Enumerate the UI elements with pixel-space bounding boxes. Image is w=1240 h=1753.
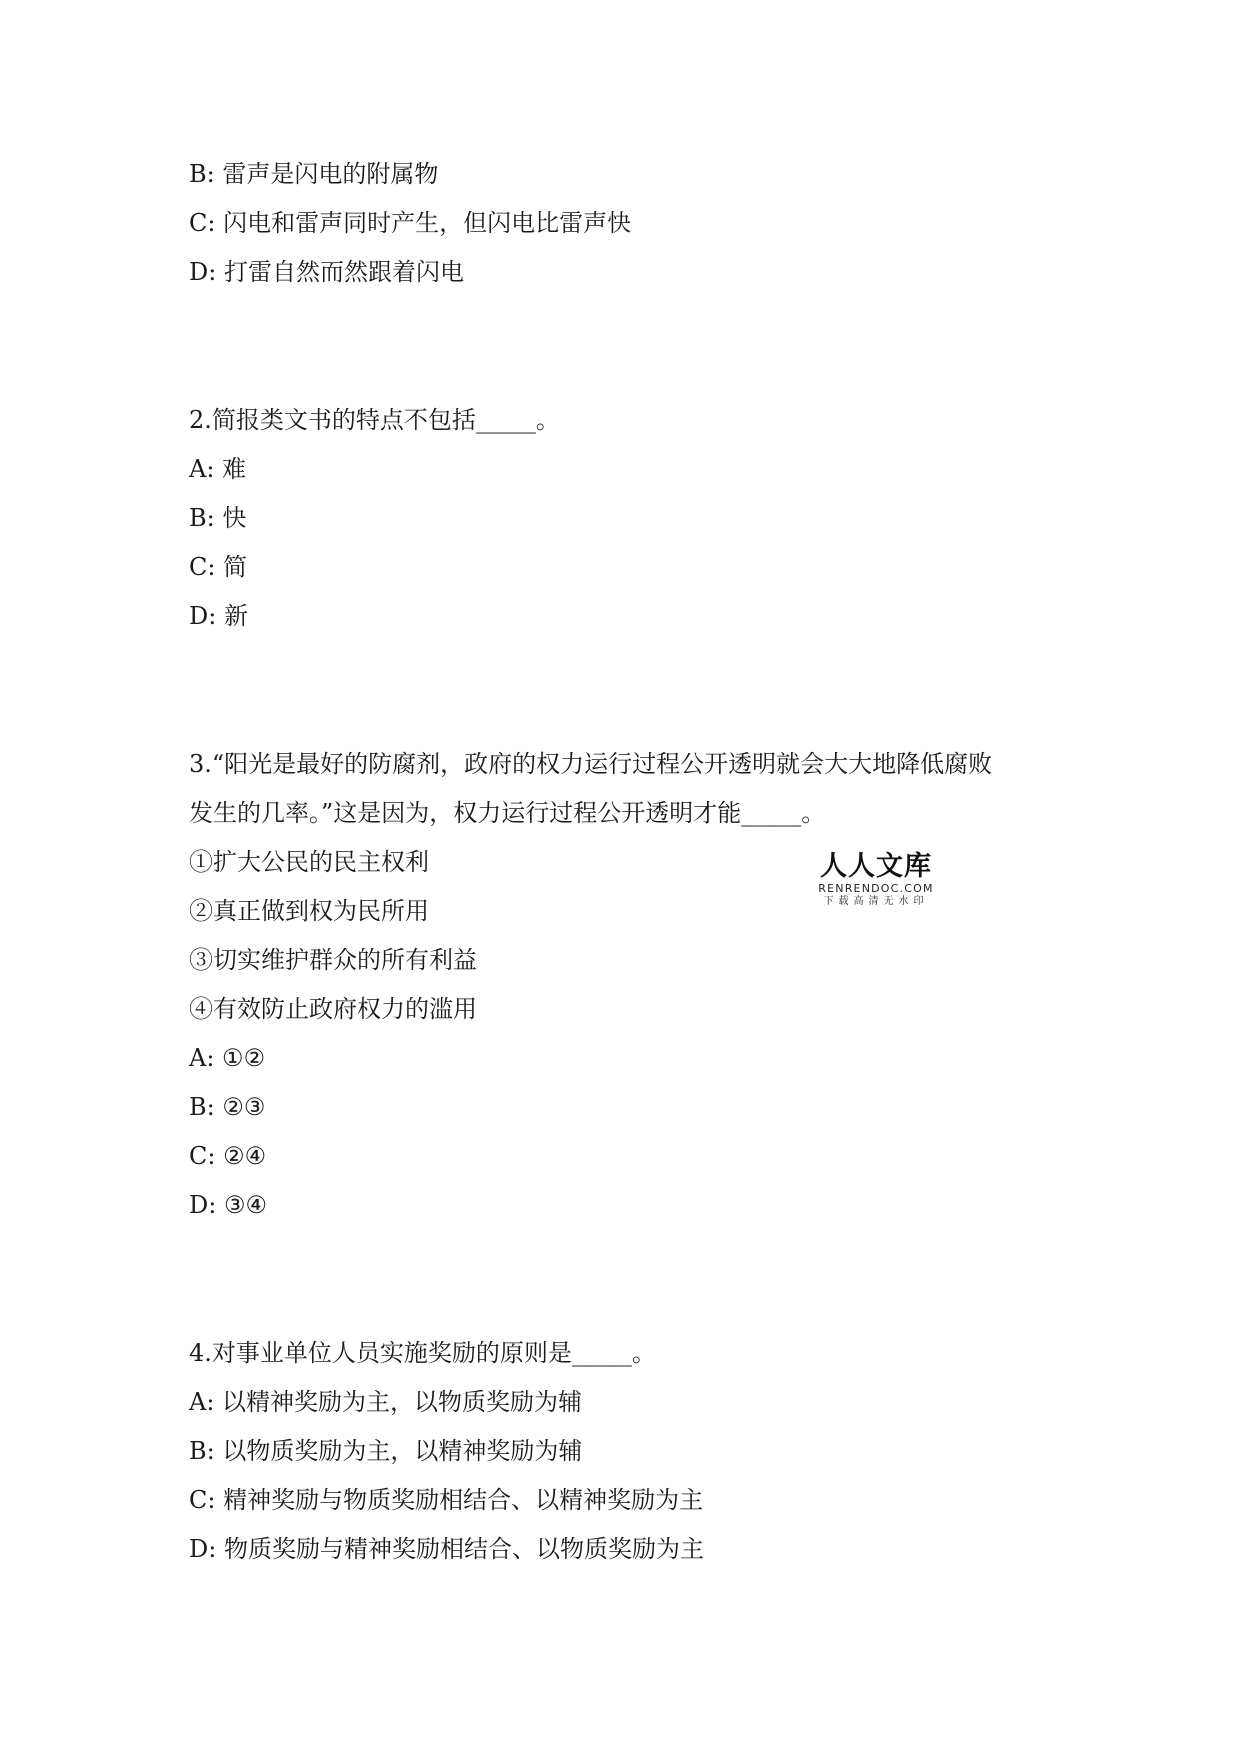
q3-option-d: D: ③④ (189, 1191, 267, 1219)
q2-question: 2.简报类文书的特点不包括_____。 (189, 406, 560, 434)
q3-option-a: A: ①② (189, 1044, 266, 1072)
q2-option-c: C: 简 (189, 553, 248, 581)
watermark-logo (812, 852, 940, 908)
watermark-url: RENRENDOC.COM (818, 882, 934, 895)
q2-option-a: A: 难 (189, 455, 247, 483)
q1-option-d: D: 打雷自然而然跟着闪电 (189, 258, 464, 286)
q3-statement-4: ④有效防止政府权力的滥用 (189, 995, 477, 1023)
q1-option-b: B: 雷声是闪电的附属物 (189, 160, 439, 188)
q3-question-line2: 发生的几率。”这是因为，权力运行过程公开透明才能_____。 (189, 799, 826, 827)
q3-statement-2: ②真正做到权为民所用 (189, 897, 429, 925)
watermark-title: 人人文库 (820, 851, 932, 882)
q3-option-c: C: ②④ (189, 1142, 267, 1170)
q1-option-c: C: 闪电和雷声同时产生，但闪电比雷声快 (189, 209, 632, 237)
q3-statement-3: ③切实维护群众的所有利益 (189, 946, 477, 974)
q2-option-b: B: 快 (189, 504, 247, 532)
q4-option-c: C: 精神奖励与物质奖励相结合、以精神奖励为主 (189, 1486, 704, 1514)
q4-option-d: D: 物质奖励与精神奖励相结合、以物质奖励为主 (189, 1535, 704, 1563)
q2-option-d: D: 新 (189, 602, 248, 630)
q4-option-b: B: 以物质奖励为主，以精神奖励为辅 (189, 1437, 583, 1465)
q3-question-line1: 3.“阳光是最好的防腐剂，政府的权力运行过程公开透明就会大大地降低腐败 (189, 750, 993, 778)
watermark-tagline: 下载高清无水印 (823, 896, 929, 907)
q4-option-a: A: 以精神奖励为主，以物质奖励为辅 (189, 1388, 583, 1416)
q3-statement-1: ①扩大公民的民主权利 (189, 848, 429, 876)
q3-option-b: B: ②③ (189, 1093, 266, 1121)
q4-question: 4.对事业单位人员实施奖励的原则是_____。 (189, 1339, 656, 1367)
